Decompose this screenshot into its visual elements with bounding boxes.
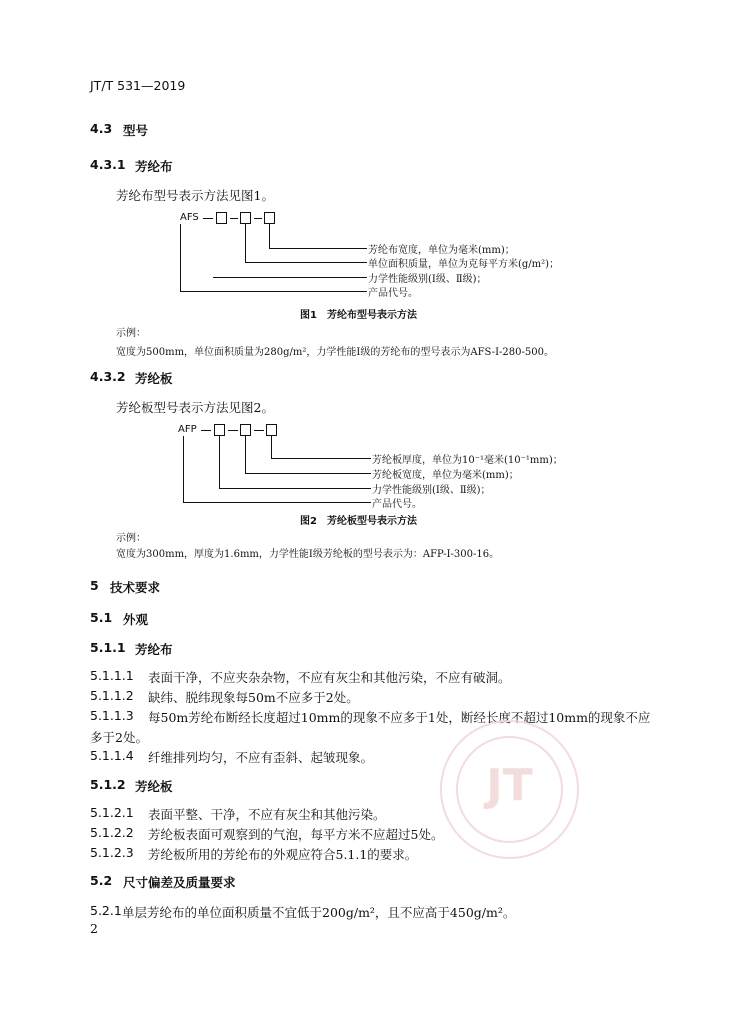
- example-1-text: 宽度为500mm，单位面积质量为280g/m²，力学性能Ⅰ级的芳纶布的型号表示为AFS-I-280-500。: [116, 347, 554, 358]
- clause-5-1-1-2-number: 5.1.1.2: [90, 688, 134, 703]
- section-5-1-2-title: 芳纶板: [135, 779, 173, 794]
- section-5-1-1-title: 芳纶布: [135, 642, 173, 657]
- figure-1-label-grade: 力学性能级别(Ⅰ级、Ⅱ级)；: [368, 274, 487, 285]
- figure-2-box-thickness: [266, 424, 277, 436]
- example-2-text: 宽度为300mm，厚度为1.6mm，力学性能Ⅰ级芳纶板的型号表示为：AFP-I-300-16。: [116, 549, 500, 560]
- standard-code: JT/T 531—2019: [90, 78, 186, 93]
- figure-1-label-mass: 单位面积质量，单位为克每平方米(g/m²)；: [368, 259, 560, 270]
- figure-2-label-width: 芳纶板宽度，单位为毫米(mm)；: [372, 470, 519, 481]
- figure-1-label-width: 芳纶布宽度，单位为毫米(mm)；: [368, 245, 515, 256]
- clause-5-1-1-3-continuation: 多于2处。: [90, 730, 148, 745]
- section-5-1-2-number: 5.1.2: [90, 777, 126, 792]
- figure-1-prefix: AFS: [180, 212, 199, 223]
- clause-5-2-1-number: 5.2.1: [90, 903, 122, 918]
- figure-2-prefix: AFP: [178, 424, 197, 435]
- figure-2-label-code: 产品代号。: [372, 499, 422, 510]
- clause-5-1-1-4-number: 5.1.1.4: [90, 748, 134, 763]
- section-5-2-title: 尺寸偏差及质量要求: [123, 875, 236, 890]
- section-5-1-1-number: 5.1.1: [90, 640, 126, 655]
- section-4-3-2-intro: 芳纶板型号表示方法见图2。: [116, 400, 274, 415]
- section-4-3-2-title: 芳纶板: [135, 371, 173, 386]
- clause-5-1-2-2-text: 芳纶板表面可观察到的气泡，每平方米不应超过5处。: [148, 827, 444, 842]
- figure-2-box-width: [240, 424, 251, 436]
- section-5-title: 技术要求: [110, 580, 161, 595]
- section-5-number: 5: [90, 578, 99, 593]
- clause-5-1-2-3-number: 5.1.2.3: [90, 845, 134, 860]
- clause-5-1-1-2-text: 缺纬、脱纬现象每50m不应多于2处。: [148, 690, 359, 705]
- figure-1-box-mass: [240, 212, 251, 224]
- figure-1-box-width: [264, 212, 275, 224]
- clause-5-1-2-1-text: 表面平整、干净，不应有灰尘和其他污染。: [148, 807, 386, 822]
- figure-2-label-grade: 力学性能级别(Ⅰ级、Ⅱ级)；: [372, 485, 491, 496]
- clause-5-1-1-4-text: 纤维排列均匀，不应有歪斜、起皱现象。: [148, 750, 374, 765]
- section-4-3-1-number: 4.3.1: [90, 157, 126, 172]
- section-5-1-title: 外观: [123, 612, 149, 627]
- figure-2-label-thickness: 芳纶板厚度，单位为10⁻¹毫米(10⁻¹mm)；: [372, 455, 563, 466]
- clause-5-1-1-3-text: 每50m芳纶布断经长度超过10mm的现象不应多于1处，断经长度不超过10mm的现象不应: [148, 710, 651, 725]
- figure-2-box-grade: [214, 424, 225, 436]
- clause-5-1-1-3-number: 5.1.1.3: [90, 708, 134, 723]
- figure-2-caption: 图2 芳纶板型号表示方法: [300, 516, 417, 527]
- page-number: 2: [90, 921, 98, 936]
- section-4-3-2-number: 4.3.2: [90, 369, 126, 384]
- section-5-1-number: 5.1: [90, 610, 113, 625]
- jt-watermark-text: JT: [486, 760, 533, 811]
- clause-5-1-1-1-number: 5.1.1.1: [90, 668, 134, 683]
- jt-watermark-logo: [440, 720, 579, 859]
- figure-1-box-grade: [216, 212, 227, 224]
- clause-5-1-2-2-number: 5.1.2.2: [90, 825, 134, 840]
- figure-1-label-code: 产品代号。: [368, 288, 418, 299]
- section-4-3-number: 4.3: [90, 121, 113, 136]
- clause-5-1-2-3-text: 芳纶板所用的芳纶布的外观应符合5.1.1的要求。: [148, 847, 418, 862]
- section-4-3-title: 型号: [123, 123, 149, 138]
- example-1-label: 示例：: [116, 328, 146, 339]
- figure-1-caption: 图1 芳纶布型号表示方法: [300, 310, 417, 321]
- clause-5-1-1-1-text: 表面干净，不应夹杂杂物，不应有灰尘和其他污染，不应有破洞。: [148, 670, 511, 685]
- section-4-3-1-title: 芳纶布: [135, 159, 173, 174]
- section-5-2-number: 5.2: [90, 873, 113, 888]
- clause-5-1-2-1-number: 5.1.2.1: [90, 805, 134, 820]
- example-2-label: 示例：: [116, 533, 146, 544]
- section-4-3-1-intro: 芳纶布型号表示方法见图1。: [116, 188, 274, 203]
- clause-5-2-1-text: 单层芳纶布的单位面积质量不宜低于200g/m²，且不应高于450g/m²。: [122, 905, 516, 920]
